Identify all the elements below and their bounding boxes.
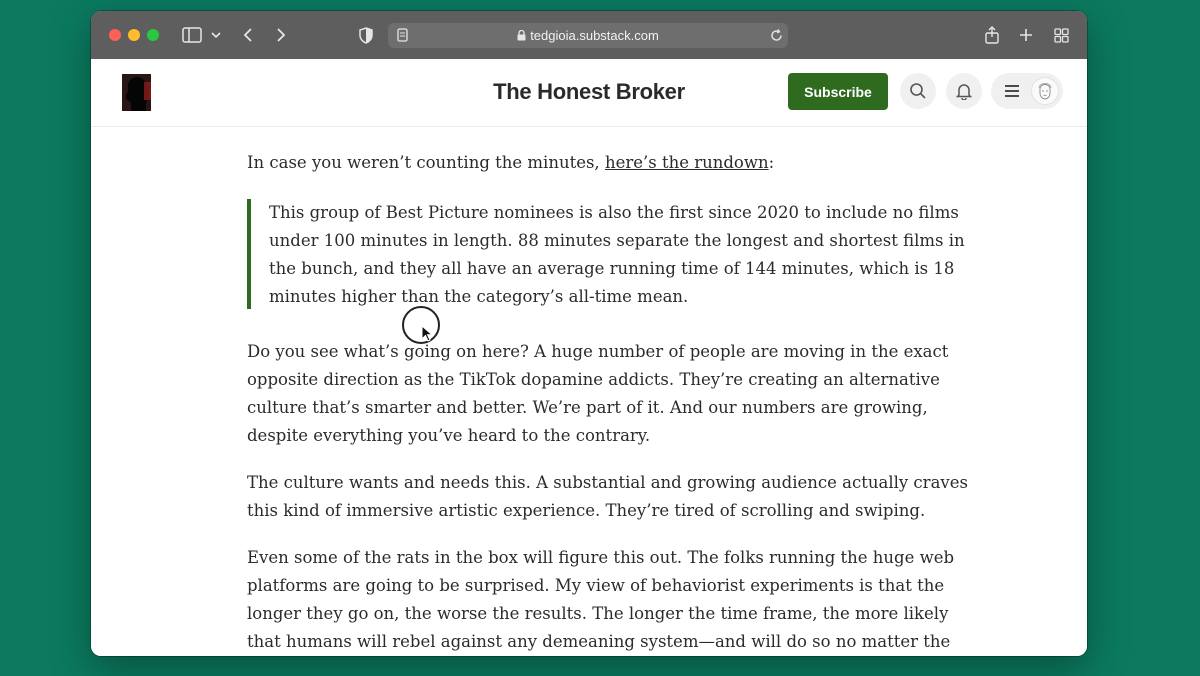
close-window-button[interactable] — [109, 29, 121, 41]
quote-line: the bunch, and they all have an average running time of 144 minutes, which is 18 — [269, 259, 955, 278]
reload-icon[interactable] — [768, 26, 784, 44]
paragraph-1 — [247, 149, 927, 177]
quote-line: This group of Best Picture nominees is also the first since 2020 to include no films — [269, 203, 959, 222]
chevron-down-icon[interactable] — [209, 23, 223, 47]
paragraph-4-line: platforms are going to be surprised. My view of behaviorist experiments is that the — [247, 576, 945, 595]
search-icon — [909, 82, 927, 100]
search-button[interactable] — [900, 73, 936, 109]
menu-icon — [1004, 84, 1020, 98]
account-menu[interactable] — [991, 73, 1063, 109]
site-header — [91, 59, 1087, 127]
forward-icon[interactable] — [271, 23, 291, 47]
browser-toolbar — [91, 11, 1087, 59]
web-page — [91, 59, 1087, 656]
quote-line: minutes higher than the category’s all-time mean. — [269, 287, 689, 306]
share-icon[interactable] — [982, 23, 1002, 47]
site-title[interactable]: The Honest Broker — [493, 79, 685, 104]
paragraph-2-line: opposite direction as the TikTok dopamine addicts. They’re creating an alternative — [247, 370, 940, 389]
quote-line: under 100 minutes in length. 88 minutes separate the longest and shortest films in — [269, 231, 965, 250]
rundown-link[interactable]: here’s the rundown — [604, 153, 769, 172]
back-icon[interactable] — [238, 23, 258, 47]
sidebar-icon[interactable] — [181, 23, 203, 47]
notifications-button[interactable] — [946, 73, 982, 109]
address-bar[interactable] — [388, 23, 788, 48]
paragraph-2-line: Do you see what’s going on here? A huge number of people are moving in the exact — [247, 342, 949, 361]
avatar[interactable] — [1031, 77, 1059, 105]
url-text: tedgioia.substack.com — [530, 28, 659, 43]
subscribe-button[interactable]: Subscribe — [788, 73, 888, 110]
paragraph-2-line: culture that’s smarter and better. We’re part of it. And our numbers are growing, — [247, 398, 928, 417]
mouse-cursor-icon — [421, 325, 433, 348]
minimize-window-button[interactable] — [128, 29, 140, 41]
tab-overview-icon[interactable] — [1051, 23, 1071, 47]
zoom-window-button[interactable] — [147, 29, 159, 41]
paragraph-4-line: longer they go on, the worse the results. The longer the time frame, the more likely — [247, 604, 949, 623]
paragraph-2-line: despite everything you’ve heard to the contrary. — [247, 426, 651, 445]
paragraph-3-line: this kind of immersive artistic experience. They’re tired of scrolling and swiping. — [247, 501, 926, 520]
paragraph-1-text: In case you weren’t counting the minutes, — [247, 153, 605, 172]
shield-icon[interactable] — [357, 23, 375, 47]
paragraph-1-colon: : — [768, 153, 775, 172]
paragraph-3-line: The culture wants and needs this. A substantial and growing audience actually craves — [247, 473, 968, 492]
blockquote — [247, 199, 965, 309]
bell-icon — [956, 82, 972, 100]
paragraph-4-line: that humans will rebel against any demeaning system—and will do so no matter the — [247, 632, 951, 651]
browser-window — [91, 11, 1087, 656]
new-tab-icon[interactable] — [1016, 23, 1036, 47]
lock-icon — [517, 30, 526, 41]
address-text — [388, 28, 788, 43]
paragraph-4-line: Even some of the rats in the box will figure this out. The folks running the huge web — [247, 548, 955, 567]
